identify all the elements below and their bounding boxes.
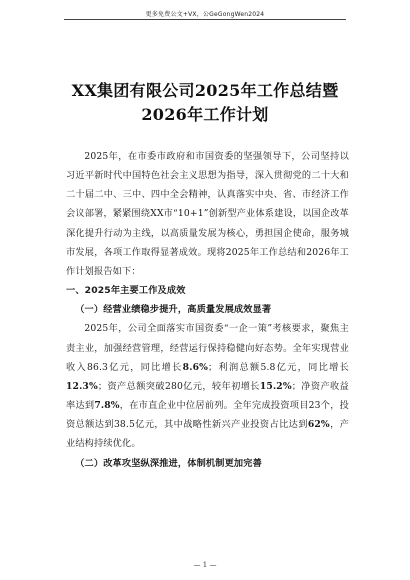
subsection-heading-2: （二）改革攻坚纵深推进，体制机制更加完善 — [75, 457, 262, 469]
document-title — [40, 79, 370, 127]
title-line-2: 2026年工作计划 — [141, 105, 269, 124]
performance-text-end: ，产业结构持续优化。 — [66, 419, 349, 450]
emerging-industry-share-value: 62% — [307, 419, 330, 431]
title-line-1: XX集团有限公司2025年工作总结暨 — [71, 81, 339, 100]
asset-growth-value: 15.2% — [259, 380, 292, 392]
performance-text-mid-2: ；资产总额突破280亿元，较年初增长 — [97, 380, 260, 392]
subsection-heading-1: （一）经营业绩稳步提升，高质量发展成效显著 — [75, 304, 272, 316]
header-divider — [64, 19, 346, 20]
performance-text-mid-3: ；净资产收益率达到 — [66, 380, 349, 412]
intro-paragraph: 2025年，在市委市政府和市国资委的坚强领导下，公司坚持以习近平新时代中国特色社会主义思想为指导，深入贯彻党的二十大和二十届二中、三中、四中全会精神，认真落实中央、省、市经济工作会议部署，紧紧围绕XX市“10+1”创新型产业体系建设，以国企改革深化提升行动为主线，以高质量发展为核心，勇担国企使命，服务城市发展，各项工作取得显著成效。现将2025年工作总结和2026年工作计划报告如下： — [66, 151, 349, 277]
performance-text-start: 2025年，公司全面落实市国资委“一企一策”考核要求，聚焦主责主业，加强经营管理，经营运行保持稳健向好态势。全年实现营业收入86.3亿元，同比增长 — [66, 323, 349, 373]
header-note: 更多免费公文+VX，公GeGongWen2024 — [145, 11, 265, 18]
page-number: — 1 — — [193, 561, 217, 569]
performance-text-mid-4: ，在市直企业中位居前列。全年完成投资项目23个，投资总额达到38.5亿元，其中战略性新兴产业投资占比达到 — [66, 400, 349, 431]
performance-paragraph — [66, 319, 349, 453]
roe-value: 7.8% — [94, 400, 120, 412]
document-body — [66, 147, 349, 473]
section-heading-1: 一、2025年主要工作及成效 — [66, 285, 186, 297]
revenue-growth-value: 8.6% — [182, 361, 208, 373]
performance-text-mid-1: ；利润总额5.8亿元，同比增长 — [208, 361, 349, 373]
profit-growth-value: 12.3% — [66, 380, 98, 392]
